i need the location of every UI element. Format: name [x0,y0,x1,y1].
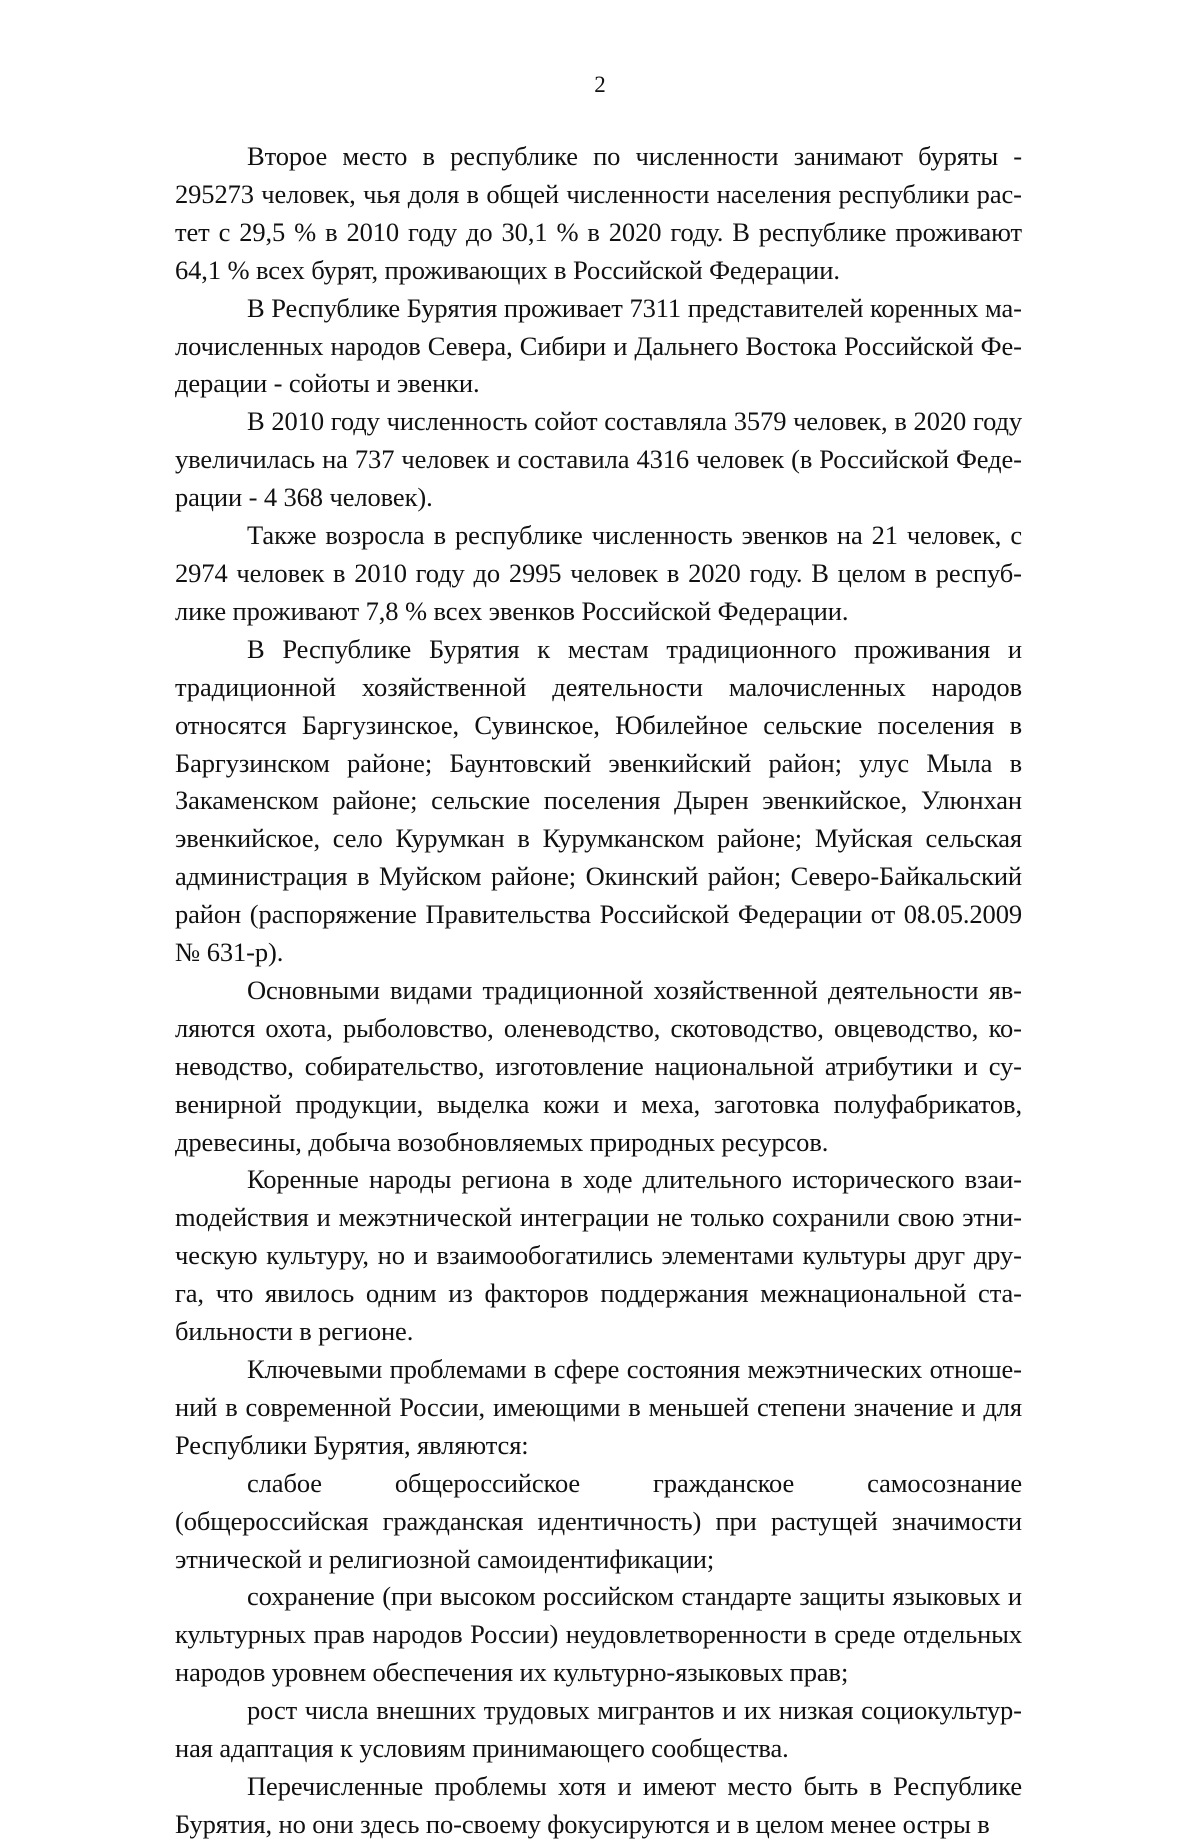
paragraph: В 2010 году численность сойот составляла 3579 человек, в 2020 году увеличилась на 737 человек и составила 4316 человек (в Российской Федерации - 4 368 человек). [175,406,1022,513]
paragraph: Основными видами традиционной хозяйственной деятельности являются охота, рыболовство, оленеводство, скотоводство, овцеводство, коневодство, собирательство, изготовление национальной атрибутики и сувенирной продукции, выделка кожи и меха, заготовка полуфабрикатов, древесины, добыча возобновляемых природных ресурсов. [175,974,1022,1157]
paragraph: В Республике Бурятия проживает 7311 представителей коренных малочисленных народов Севера, Сибири и Дальнего Востока Российской Федерации - сойоты и эвенки. [175,292,1022,399]
document-body [175,138,1022,1844]
list-item: рост числа внешних трудовых мигрантов и их низкая социокультурная адаптация к условиям принимающего сообщества. [175,1695,1022,1764]
paragraph: В Республике Бурятия к местам традиционного проживания и традиционной хозяйственной деятельности малочисленных народов относятся Баргузинское, Сувинское, Юбилейное сельские поселения в Баргузинском районе; Баунтовский эвенкийский район; улус Мыла в Закаменском районе; сельские поселения Дырен эвенкийское, Улюнхан эвенкийское, село Курумкан в Курумканском районе; Муйская сельская администрация в Муйском районе; Окинский район; Северо-Байкальский район (распоряжение Правительства Российской Федерации от 08.05.2009 № 631-р). [175,633,1022,968]
paragraph: Коренные народы региона в ходе длительного исторического взаиmодействия и межэтнической интеграции не только сохранили свою этническую культуру, но и взаимообогатились элементами культуры друг друга, что явилось одним из факторов поддержания межнациональной стабильности в регионе. [175,1164,1022,1347]
paragraph: Перечисленные проблемы хотя и имеют место быть в Республике Бурятия, но они здесь по-своему фокусируются и в целом менее остры в [175,1770,1022,1839]
paragraph: Также возросла в республике численность эвенков на 21 человек, с 2974 человек в 2010 году до 2995 человек в 2020 году. В целом в республике проживают 7,8 % всех эвенков Российской Федерации. [175,520,1022,626]
paragraph: Ключевыми проблемами в сфере состояния межэтнических отношений в современной России, имеющими в меньшей степени значение и для Республики Бурятия, являются: [175,1354,1022,1460]
list-item: слабое общероссийское гражданское самосознание (общероссийская гражданская идентичность) при растущей значимости этнической и религиозной самоидентификации; [175,1467,1022,1574]
paragraph: Второе место в республике по численности занимают буряты - 295273 человек, чья доля в общей численности населения республики растет с 29,5 % в 2010 году до 30,1 % в 2020 году. В республике проживают 64,1 % всех бурят, проживающих в Российской Федерации. [175,141,1022,285]
list-item: сохранение (при высоком российском стандарте защиты языковых и культурных прав народов России) неудовлетворенности в среде отдельных народов уровнем обеспечения их культурно-языковых прав; [175,1581,1022,1688]
page-number: 2 [594,72,606,97]
